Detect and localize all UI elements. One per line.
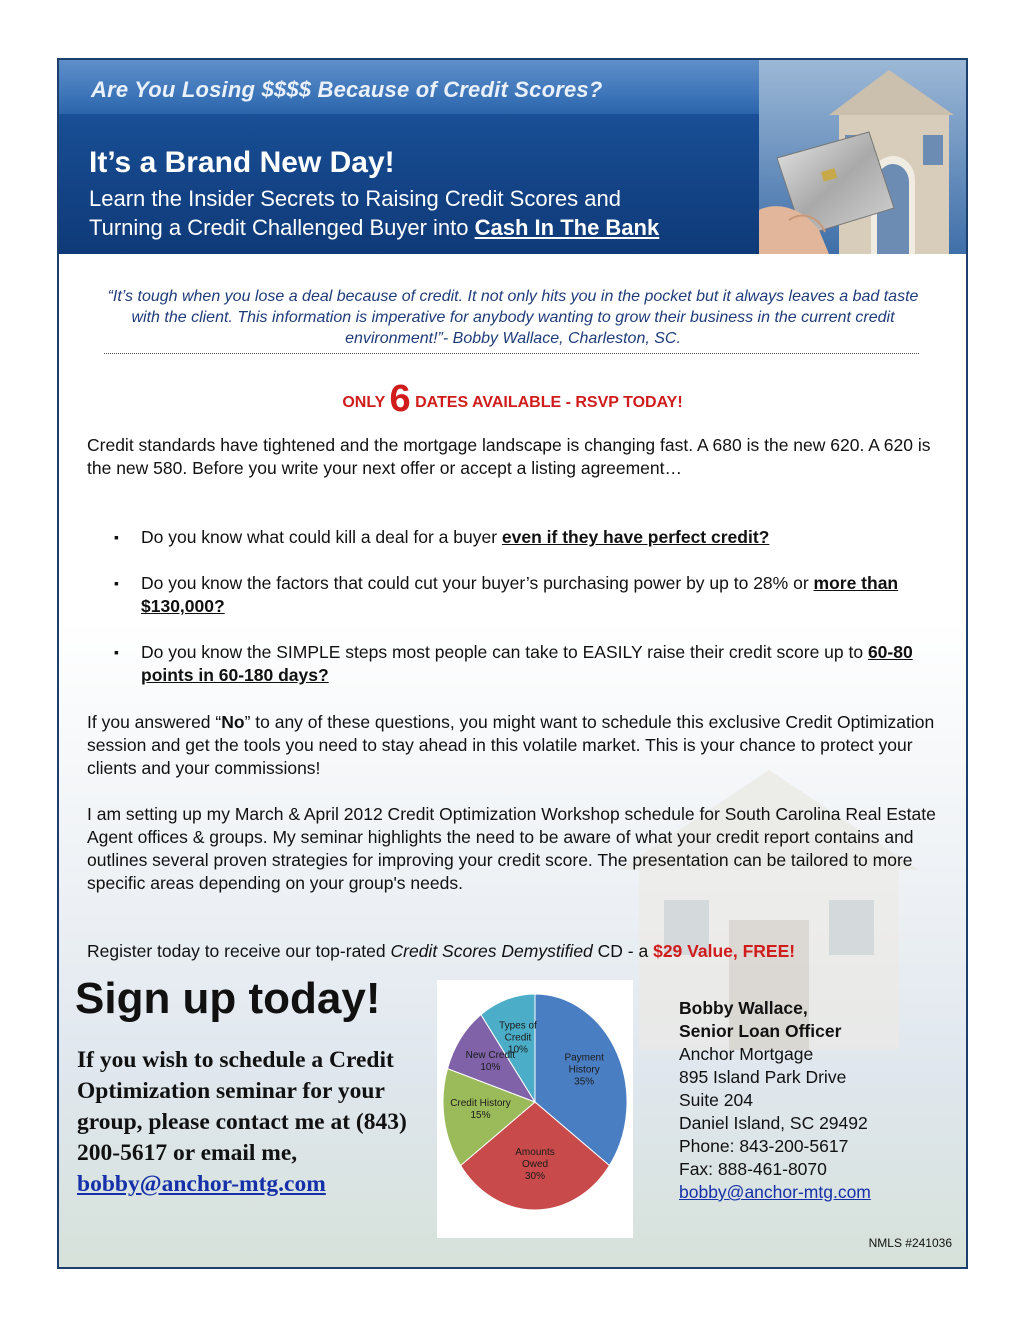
contact-fax: Fax: 888-461-8070	[679, 1159, 827, 1179]
nmls-number: NMLS #241036	[868, 1236, 952, 1250]
contact-card	[679, 997, 949, 1204]
flyer-frame	[57, 58, 968, 1269]
question-text: Do you know the factors that could cut your buyer’s purchasing power by up to 28% or	[141, 573, 814, 593]
contact-address1: 895 Island Park Drive	[679, 1067, 847, 1087]
house-and-credit-card-photo	[759, 60, 966, 254]
contact-phone: Phone: 843-200-5617	[679, 1136, 849, 1156]
question-list	[114, 526, 934, 710]
register-paragraph	[87, 940, 937, 963]
signup-body	[77, 1045, 417, 1200]
contact-email-link[interactable]: bobby@anchor-mtg.com	[679, 1182, 871, 1202]
question-item	[114, 526, 934, 549]
answer-paragraph	[87, 711, 937, 780]
register-middle: CD - a	[592, 941, 654, 961]
pie-label: New Credit 10%	[465, 1049, 516, 1073]
banner-subtitle-line2	[89, 213, 789, 242]
question-text: Do you know the SIMPLE steps most people can take to EASILY raise their credit score up to	[141, 642, 868, 662]
question-item	[114, 641, 934, 687]
contact-city: Daniel Island, SC 29492	[679, 1113, 868, 1133]
banner-subtitle-prefix: Turning a Credit Challenged Buyer into	[89, 215, 475, 240]
answer-suffix: ” to any of these questions, you might want to schedule this exclusive Credit Optimization session and get the tools you need to stay ahead in this volatile market. This is your chance to protect your clients and your commissions!	[87, 712, 935, 778]
answer-no: No	[221, 712, 245, 732]
banner-subtitle-emphasis: Cash In The Bank	[474, 215, 660, 240]
question-emphasis: even if they have perfect credit?	[501, 527, 770, 547]
question-text: Do you know what could kill a deal for a buyer	[141, 527, 502, 547]
credit-score-pie-chart	[437, 980, 633, 1238]
pie-label: Payment History 35%	[564, 1052, 604, 1088]
pie-svg	[437, 980, 633, 1238]
register-cd-title: Credit Scores Demystified	[390, 941, 593, 961]
question-emphasis: 60-80 points in 60-180 days?	[141, 642, 913, 685]
signup-heading: Sign up today!	[75, 974, 381, 1023]
intro-paragraph: Credit standards have tightened and the mortgage landscape is changing fast. A 680 is the new 620. A 620 is the new 580. Before you write your next offer or accept a listing agreement…	[87, 435, 931, 478]
signup-text: If you wish to schedule a Credit Optimization seminar for your group, please contact me at (843) 200-5617 or email me,	[77, 1047, 407, 1166]
contact-address2: Suite 204	[679, 1090, 753, 1110]
contact-name: Bobby Wallace,	[679, 998, 808, 1018]
contact-role: Senior Loan Officer	[679, 1021, 842, 1041]
header-banner	[59, 60, 966, 254]
pie-label: Credit History 15%	[450, 1098, 511, 1122]
banner-tagline: Are You Losing $$$$ Because of Credit Scores?	[91, 77, 603, 102]
pie-label: Types of Credit 10%	[499, 1020, 537, 1056]
banner-title: It’s a Brand New Day!	[89, 146, 395, 179]
banner-subtitle	[89, 184, 789, 242]
rsvp-suffix: DATES AVAILABLE - RSVP TODAY!	[410, 394, 683, 411]
register-offer: $29 Value, FREE!	[653, 941, 796, 961]
register-prefix: Register today to receive our top-rated	[87, 941, 391, 961]
rsvp-number: 6	[389, 378, 411, 420]
workshop-paragraph: I am setting up my March & April 2012 Credit Optimization Workshop schedule for South Carolina Real Estate Agent offices & groups. My seminar highlights the need to be aware of what your credit report contains and outlines several proven strategies for improving your credit score. The presentation can be tailored to more specific areas depending on your group's needs.	[87, 804, 936, 893]
contact-company: Anchor Mortgage	[679, 1044, 814, 1064]
rsvp-callout	[59, 378, 966, 421]
testimonial-quote: “It’s tough when you lose a deal because of credit. It not only hits you in the pocket but it always leaves a bad taste with the client. This information is imperative for anybody wanting to grow their business in the current credit environment!”- Bobby Wallace, Charleston, SC.	[107, 288, 919, 347]
question-emphasis: more than $130,000?	[141, 573, 899, 616]
signup-email-link[interactable]: bobby@anchor-mtg.com	[77, 1171, 326, 1197]
divider	[104, 353, 919, 354]
answer-prefix: If you answered “	[87, 712, 222, 732]
banner-subtitle-line1: Learn the Insider Secrets to Raising Credit Scores and	[89, 186, 621, 211]
question-item	[114, 572, 934, 618]
pie-label: Amounts Owed 30%	[515, 1146, 555, 1182]
rsvp-prefix: ONLY	[342, 394, 390, 411]
